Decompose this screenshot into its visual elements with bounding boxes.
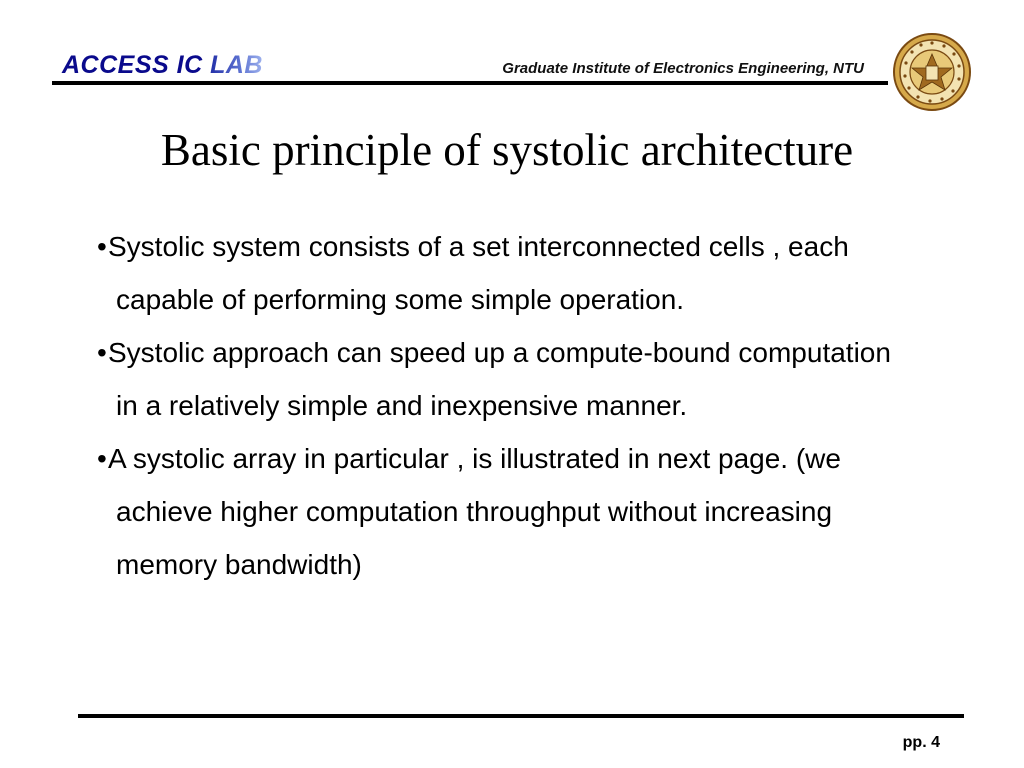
lab-title-word-3: LAB — [210, 51, 263, 79]
bullet-item — [97, 220, 917, 326]
bullet-item — [97, 326, 917, 432]
lab-title — [62, 50, 263, 80]
footer-divider — [78, 714, 964, 718]
bullet-list — [97, 220, 917, 591]
slide-title: Basic principle of systolic architecture — [160, 125, 854, 175]
bullet-marker: • — [97, 443, 107, 474]
institute-name: Graduate Institute of Electronics Engineering, NTU — [502, 60, 864, 77]
page-number: pp. 4 — [902, 734, 940, 751]
lab-title-word-1: ACCESS — [62, 51, 170, 79]
bullet-marker: • — [97, 337, 107, 368]
bullet-text: Systolic system consists of a set interconnected cells , each capable of performing some simple operation. — [108, 231, 849, 315]
bullet-item — [97, 432, 917, 591]
header-divider — [52, 81, 888, 85]
lab-title-word-2: IC — [176, 51, 203, 79]
university-seal-icon — [892, 32, 972, 112]
bullet-text: A systolic array in particular , is illustrated in next page. (we achieve higher computation throughput without increasing memory bandwidth) — [108, 443, 841, 580]
bullet-text: Systolic approach can speed up a compute-bound computation in a relatively simple and inexpensive manner. — [108, 337, 891, 421]
bullet-marker: • — [97, 231, 107, 262]
